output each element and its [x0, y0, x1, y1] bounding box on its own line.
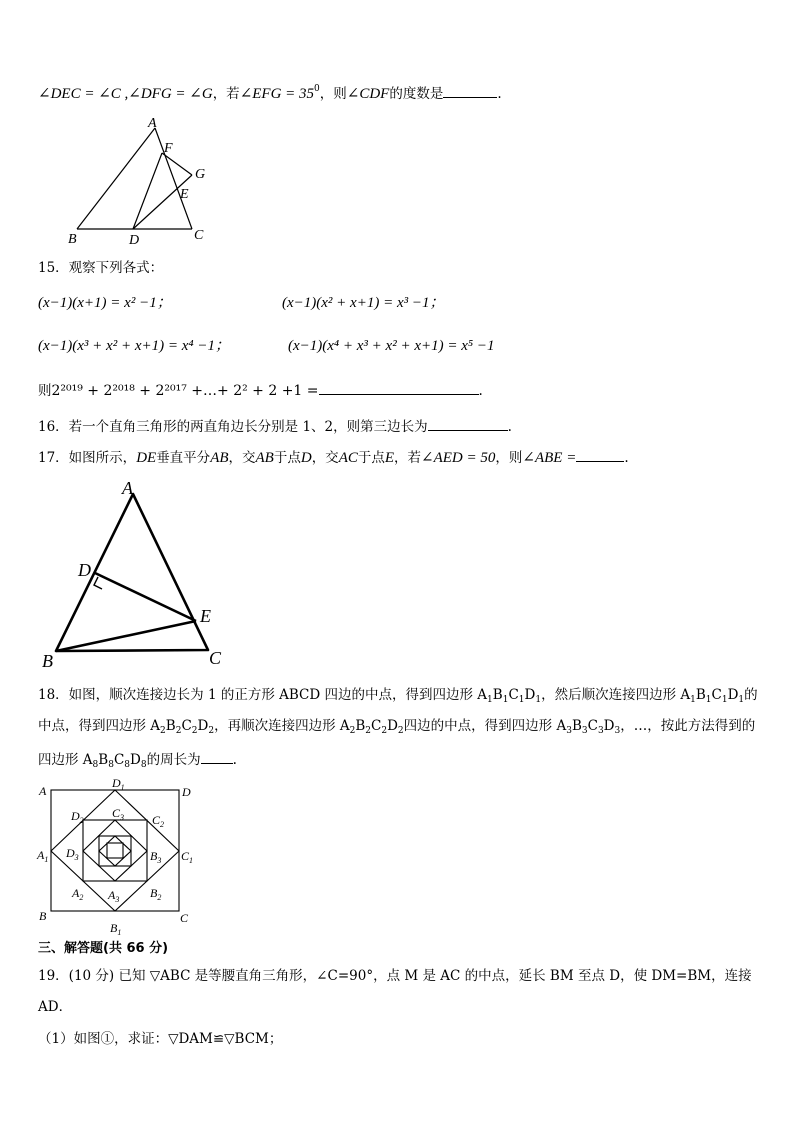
q18-text-1a: 18．如图，顺次连接边长为 1 的正方形 ABCD 四边的中点，得到四边形 A: [38, 687, 488, 703]
fig18-label-D2: $D_2$: [71, 809, 84, 825]
q16-end: .: [507, 419, 512, 435]
q17-de: DE: [136, 450, 157, 466]
q18-text-3a: 四边形 A: [38, 752, 93, 768]
fig18-label-A: A: [39, 784, 47, 798]
q18-line-1: 18．如图，顺次连接边长为 1 的正方形 ABCD 四边的中点，得到四边形 $A_1B_1C_1D_1$，然后顺次连接四边形 $A_1B_1C_1D_1$的: [38, 687, 758, 705]
fig18-label-C2: $C_2$: [152, 813, 165, 829]
q18-text-1b: ，然后顺次连接四边形 A: [541, 687, 691, 703]
fig14-label-E: E: [180, 187, 189, 202]
q18-text-3b: 的周长为: [146, 752, 201, 768]
q14-deg: 0: [314, 84, 320, 94]
fig14-label-C: C: [194, 228, 204, 243]
q17-d: D: [300, 450, 312, 466]
section-3-title: 三、解答题(共 66 分): [38, 941, 169, 956]
fig18-label-C3: $C_3$: [112, 806, 125, 822]
q15-eq4: (x−1)(x⁴ + x³ + x² + x+1) = x⁵ −1: [288, 338, 495, 354]
q15-end: .: [478, 383, 483, 399]
q15-then: 则: [38, 383, 52, 399]
fig17-label-C: C: [209, 648, 222, 668]
q18-text-1c: 的: [744, 687, 758, 703]
q17-target: ∠ABE =: [522, 450, 577, 466]
q15-expr: 2²⁰¹⁹ + 2²⁰¹⁸ + 2²⁰¹⁷ +…+ 2² + 2 +1 =: [51, 383, 319, 399]
q17-end: .: [624, 450, 629, 466]
q17-text-8: ，则: [495, 450, 523, 466]
q15-eq1: (x−1)(x+1) = x² −1；: [38, 295, 172, 311]
fig14-label-A: A: [148, 116, 157, 131]
q18-end: .: [232, 752, 237, 768]
q18-line-2: 中点，得到四边形 $A_2B_2C_2D_2$，再顺次连接四边形 $A_2B_2C_2D_2$四边的中点，得到四边形 $A_3B_3C_3D_3$，…，按此方法得到的: [38, 718, 756, 736]
fig18-label-A2: $A_2$: [72, 886, 84, 902]
q17-e: E: [384, 450, 395, 466]
q18-text-2a: 中点，得到四边形 A: [38, 718, 161, 734]
q19-sub-1: （1）如图①，求证：▽DAM≌▽BCM；: [38, 1031, 283, 1047]
fig18-label-C1: $C_1$: [181, 849, 194, 865]
q15-eq3: (x−1)(x³ + x² + x+1) = x⁴ −1；: [38, 338, 230, 354]
q18-text-2b: ，再顺次连接四边形 A: [214, 718, 350, 734]
fig18-label-C: C: [180, 911, 189, 925]
fig14-label-G: G: [195, 167, 206, 182]
q14-text-1: ，若: [212, 86, 240, 102]
q18-line-3: 四边形 $A_8B_8C_8D_8$的周长为 .: [38, 749, 237, 769]
fig18-label-D3: $D_3$: [66, 846, 79, 862]
q17-ac: AC: [338, 450, 358, 466]
fig18-label-B: B: [39, 909, 47, 923]
q19-line-2: AD．: [38, 999, 73, 1015]
q18-text-2c: 四边的中点，得到四边形 A: [403, 718, 567, 734]
q17-angle: ∠AED = 50: [421, 450, 496, 466]
q19-line-1: 19．(10 分) 已知 ▽ABC 是等腰直角三角形，∠C=90°，点 M 是 AC 的中点，延长 BM 至点 D，使 DM=BM，连接: [38, 968, 752, 984]
fig18-label-B3: $B_3$: [150, 849, 162, 865]
q17-text-3: ，交: [228, 450, 256, 466]
q14-target: ∠CDF: [346, 86, 390, 102]
q14-text-2: ，则: [319, 86, 347, 102]
fig17-label-B: B: [42, 651, 53, 671]
q15-eq2: (x−1)(x² + x+1) = x³ −1；: [282, 295, 445, 311]
fig17-label-E: E: [200, 606, 211, 626]
fig18-label-B1: $B_1$: [110, 921, 122, 937]
fig17-label-D: D: [78, 560, 91, 580]
fig14-label-F: F: [164, 141, 173, 156]
fig14-label-B: B: [68, 232, 77, 247]
fig18-label-A1: $A_1$: [37, 848, 49, 864]
fig18-label-B2: $B_2$: [150, 886, 162, 902]
q14-angle: ∠EFG = 35: [239, 86, 315, 102]
q14-cond: ∠DEC = ∠C ,∠DFG = ∠G: [38, 86, 213, 102]
q14-text-3: 的度数是: [389, 86, 444, 102]
q17-text-6: 于点: [357, 450, 385, 466]
q17-text-4: 于点: [273, 450, 301, 466]
q17-ab: AB: [210, 450, 229, 466]
fig17-label-A: A: [122, 478, 133, 498]
q17-text-2: 垂直平分: [156, 450, 211, 466]
q17-text-1: 17．如图所示，: [38, 450, 137, 466]
q16-text: 16．若一个直角三角形的两直角边长分别是 1、2，则第三边长为: [38, 419, 428, 435]
q18-text-2d: ，…，按此方法得到的: [620, 718, 756, 734]
q17-text-7: ，若: [394, 450, 422, 466]
q17-ab-2: AB: [255, 450, 274, 466]
q15-title: 15．观察下列各式：: [38, 260, 164, 276]
fig18-label-D1: $D_1$: [112, 776, 125, 792]
q17-text-5: ，交: [311, 450, 339, 466]
fig18-label-A3: $A_3$: [108, 888, 120, 904]
fig14-label-D: D: [129, 233, 140, 248]
q14-end: .: [497, 86, 502, 102]
fig18-label-D: D: [182, 785, 191, 799]
